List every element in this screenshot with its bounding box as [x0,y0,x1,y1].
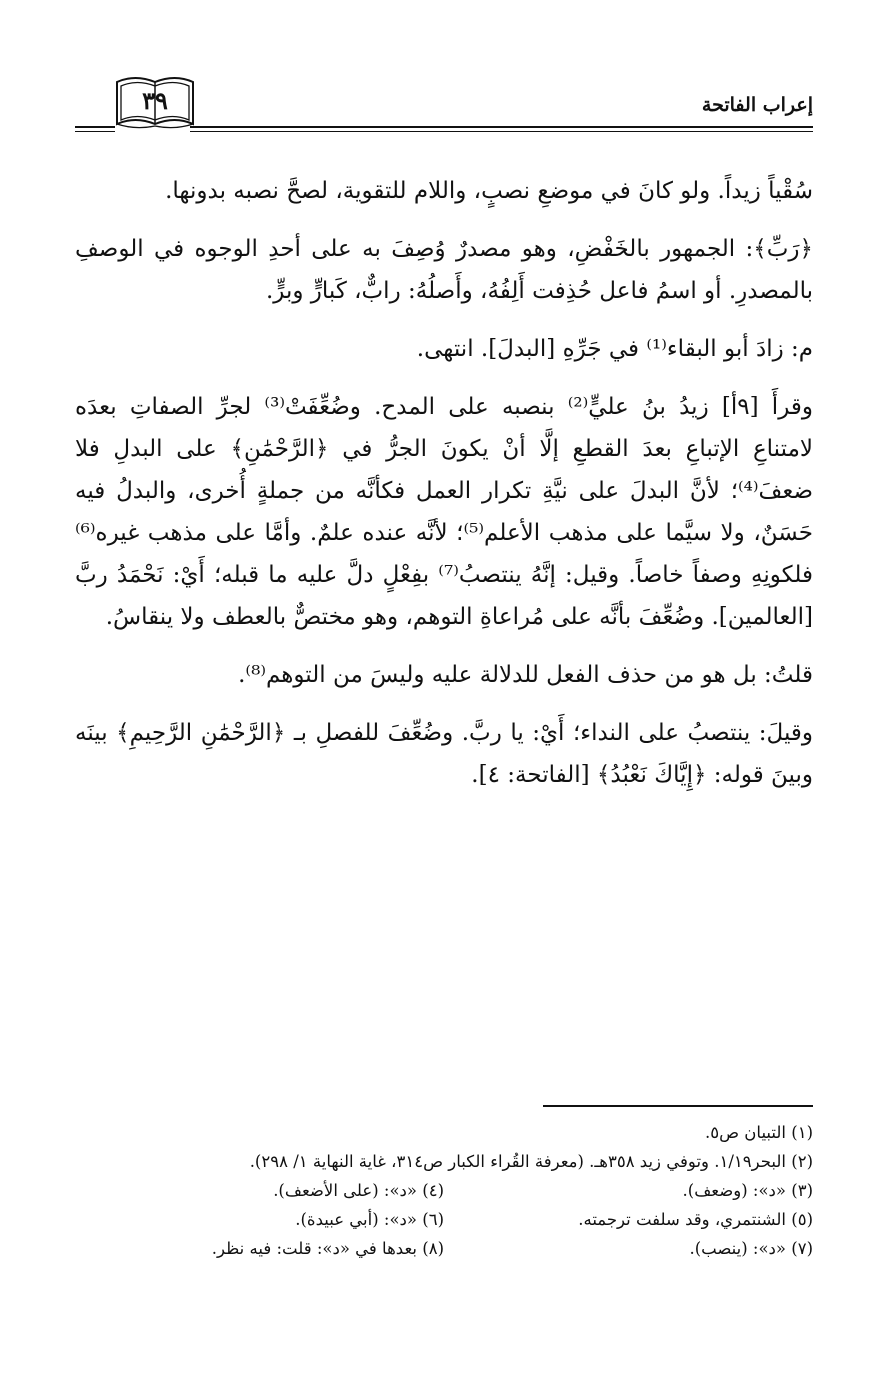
paragraph: ﴿رَبِّ﴾: الجمهور بالخَفْضِ، وهو مصدرٌ وُصِفَ به على أحدِ الوجوه في الوصفِ بالمصدرِ. أو اسمُ فاعل حُذِفت أَلِفُهُ، وأَصلُهُ: رابٌّ، كَبارٍّ وبرٍّ. [75,236,813,304]
paragraph: م: زادَ أبو البقاء⁽¹⁾ في جَرِّهِ [البدلَ]. انتهى. [416,336,813,362]
footnote: (٦) «د»: (أبي عبيدة). [295,1210,444,1229]
footnotes [75,1118,813,1263]
page-number: ٣٩ [142,86,168,115]
footnote: (٤) «د»: (على الأضعف). [273,1181,444,1200]
paragraph: وقرأَ [٩أ] زيدُ بنُ عليٍّ⁽²⁾ بنصبه على المدح. وضُعِّفَتْ⁽³⁾ لجرِّ الصفاتِ بعدَه لامتناعِ الإتباعِ بعدَ القطعِ إلَّا أنْ يكونَ الجرُّ في ﴿الرَّحْمَٰنِ﴾ على البدلِ فلا ضعفَ⁽⁴⁾؛ لأنَّ البدلَ على نيَّةِ تكرار العمل فكأنَّه من جملةٍ أُخرى، والبدلُ فيه حَسَنٌ، ولا سيَّما على مذهب الأعلم⁽⁵⁾؛ لأنَّه عنده علمٌ. وأمَّا على مذهب غيره⁽⁶⁾ فلكونِهِ وصفاً خاصاً. وقيل: إنَّهُ ينتصبُ⁽⁷⁾ بفِعْلٍ دلَّ عليه ما قبله؛ أَيْ: نَحْمَدُ ربَّ [العالمين]. وضُعِّفَ بأنَّه على مُراعاةِ التوهم، وهو مختصٌّ بالعطف ولا ينقاسُ. [75,394,813,630]
page-header [75,72,813,132]
header-rule [75,126,115,128]
footnote: (٣) «د»: (وضعف). [682,1181,813,1200]
paragraph: سُقْياً زيداً. ولو كانَ في موضعِ نصبٍ، واللام للتقوية، لصحَّ نصبه بدونها. [165,178,813,204]
running-title: إعراب الفاتحة [701,94,813,116]
footnote: (٧) «د»: (ينصب). [689,1239,813,1258]
footnote: (٥) الشنتمري، وقد سلفت ترجمته. [578,1210,813,1229]
paragraph: وقيلَ: ينتصبُ على النداء؛ أَيْ: يا ربَّ. وضُعِّفَ للفصلِ بـ ﴿الرَّحْمَٰنِ الرَّحِيمِ﴾ بينَه وبينَ قوله: ﴿إِيَّاكَ نَعْبُدُ﴾ [الفاتحة: ٤]. [75,720,813,788]
footnote: (٢) البحر١/١٩. وتوفي زيد ٣٥٨هـ. (معرفة القُراء الكبار ص٣١٤، غاية النهاية ١/ ٢٩٨). [249,1152,813,1171]
paragraph: قلتُ: بل هو من حذف الفعل للدلالة عليه وليسَ من التوهم⁽⁸⁾. [238,662,813,688]
header-rule [190,131,813,132]
footnote: (١) التبيان ص٥. [704,1123,813,1142]
header-rule [190,126,813,128]
main-text [75,170,813,796]
header-rule [75,131,115,132]
footnote: (٨) بعدها في «د»: قلت: فيه نظر. [211,1239,444,1258]
footnote-separator [543,1105,813,1107]
